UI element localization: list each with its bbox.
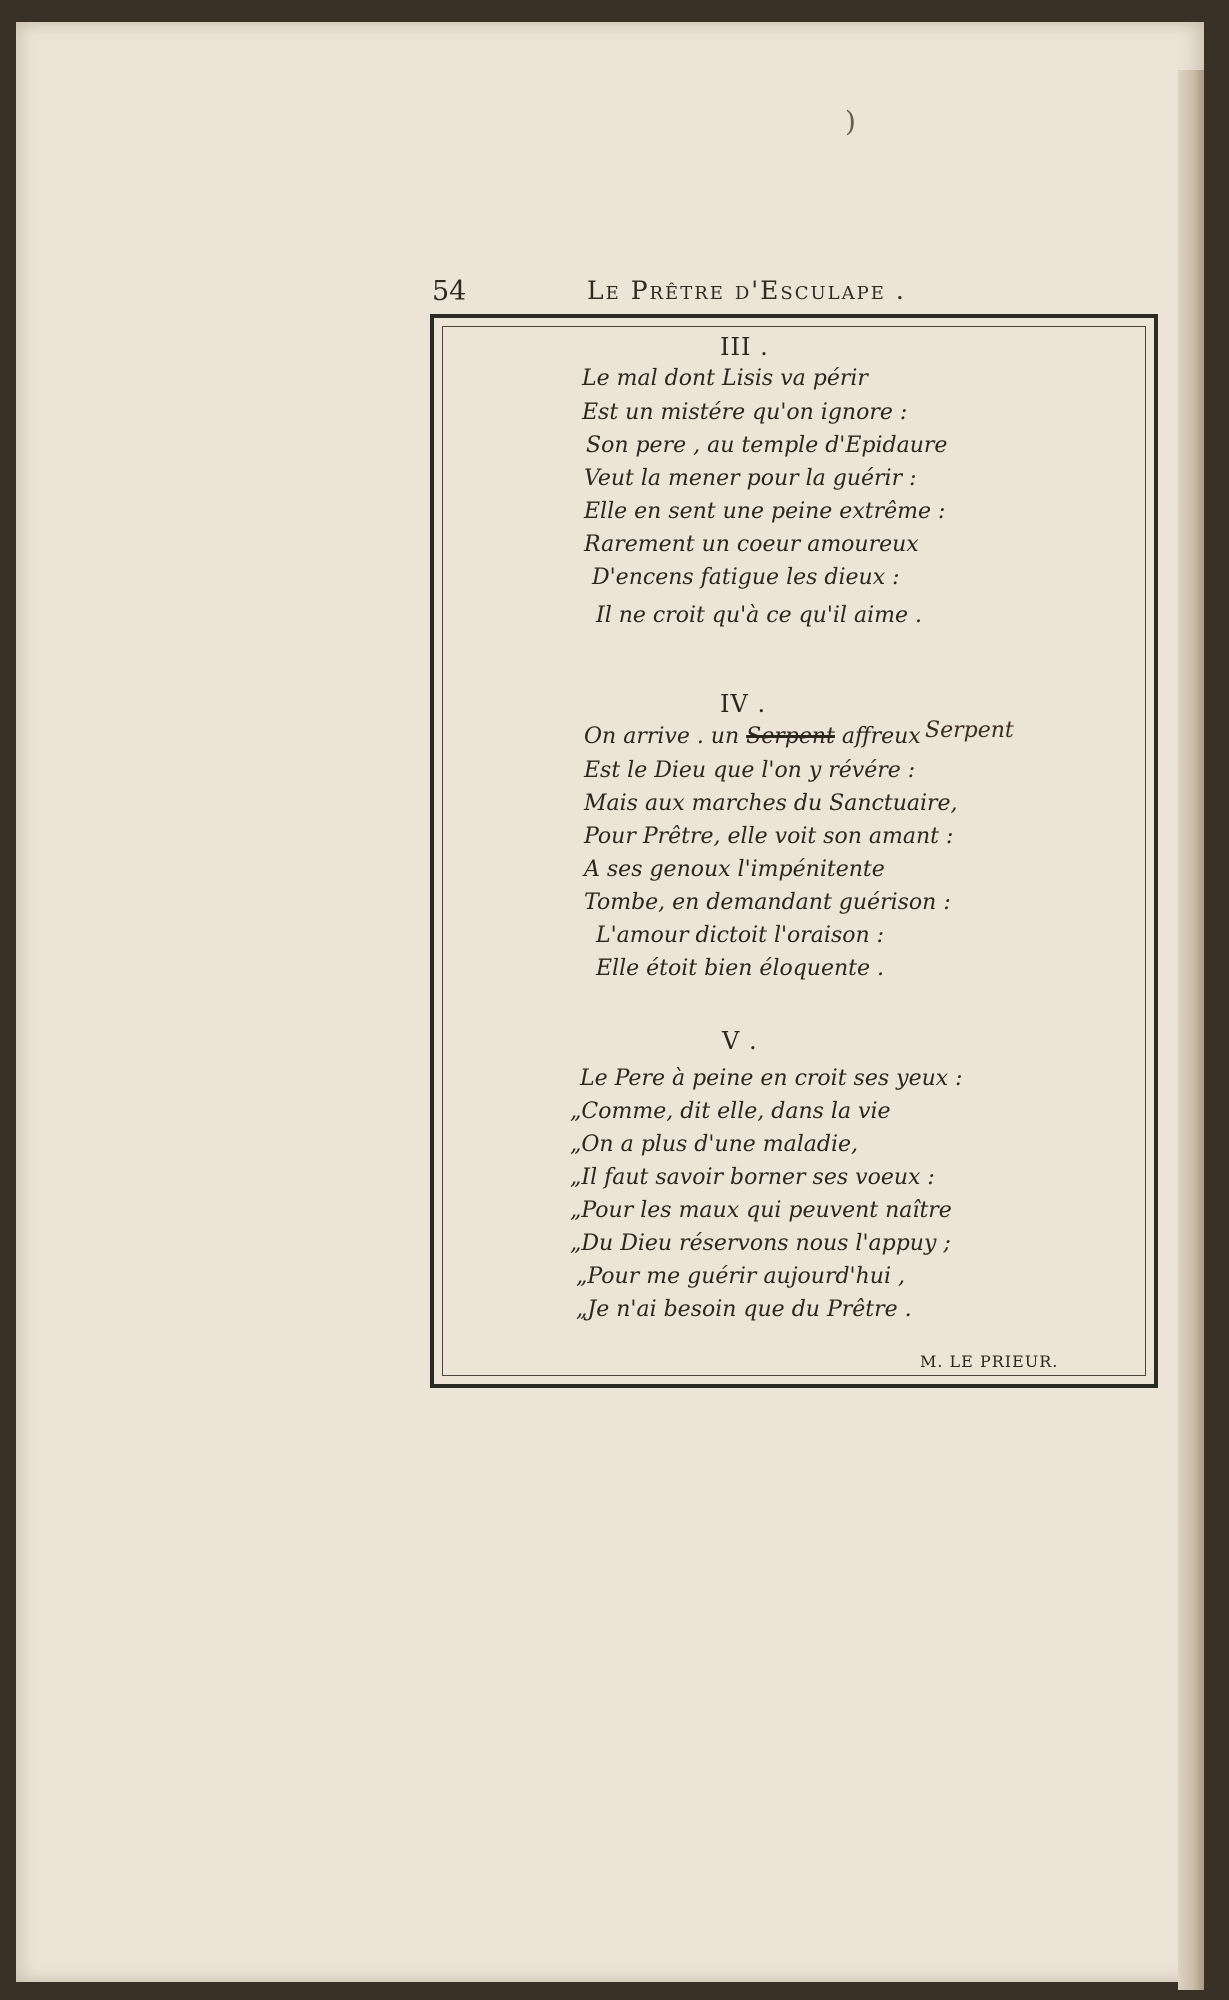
verse-line: Est le Dieu que l'on y révére : — [584, 758, 916, 783]
verse-line: Rarement un coeur amoureux — [584, 532, 919, 557]
verse-line: Mais aux marches du Sanctuaire, — [584, 791, 958, 816]
verse-line: L'amour dictoit l'oraison : — [596, 923, 885, 948]
verse-line: Le Pere à peine en croit ses yeux : — [580, 1066, 963, 1091]
verse-line: „Pour les maux qui peuvent naître — [570, 1198, 952, 1223]
struck-word: Serpent — [746, 724, 835, 749]
stanza-numeral-v: V . — [722, 1027, 758, 1055]
next-page-edge — [1178, 70, 1204, 1990]
margin-pencil-mark: ) — [845, 105, 856, 138]
verse-line-first — [584, 724, 921, 749]
verse-line: „Je n'ai besoin que du Prêtre . — [576, 1297, 912, 1322]
verse-line: Est un mistére qu'on ignore : — [582, 400, 908, 425]
handwritten-correction: Serpent — [925, 718, 1014, 743]
verse-line: Elle en sent une peine extrême : — [584, 499, 946, 524]
running-head — [432, 276, 1002, 316]
verse-line: D'encens fatigue les dieux : — [592, 565, 900, 590]
verse-line: Le mal dont Lisis va périr — [582, 366, 868, 391]
verse-line: „Comme, dit elle, dans la vie — [570, 1099, 891, 1124]
running-title: Le Prêtre d'Esculape . — [587, 276, 906, 305]
verse-line: Son pere , au temple d'Epidaure — [586, 433, 948, 458]
verse-text: affreux — [841, 724, 921, 749]
verse-line: A ses genoux l'impénitente — [584, 857, 885, 882]
verse-line: Veut la mener pour la guérir : — [584, 466, 917, 491]
verse-line: Pour Prêtre, elle voit son amant : — [584, 824, 954, 849]
verse-text: On arrive . un — [584, 724, 740, 749]
verse-line: „On a plus d'une maladie, — [570, 1132, 859, 1157]
stanza-numeral-iii: III . — [720, 333, 769, 361]
page-number: 54 — [432, 276, 467, 307]
verse-line: „Pour me guérir aujourd'hui , — [576, 1264, 905, 1289]
verse-line: Tombe, en demandant guérison : — [584, 890, 951, 915]
verse-line: „Du Dieu réservons nous l'appuy ; — [570, 1231, 951, 1256]
verse-line: „Il faut savoir borner ses voeux : — [570, 1165, 935, 1190]
stanza-numeral-iv: IV . — [720, 690, 767, 718]
author-signature: M. LE PRIEUR. — [920, 1352, 1059, 1371]
verse-line: Elle étoit bien éloquente . — [596, 956, 885, 981]
verse-line: Il ne croit qu'à ce qu'il aime . — [596, 603, 922, 628]
